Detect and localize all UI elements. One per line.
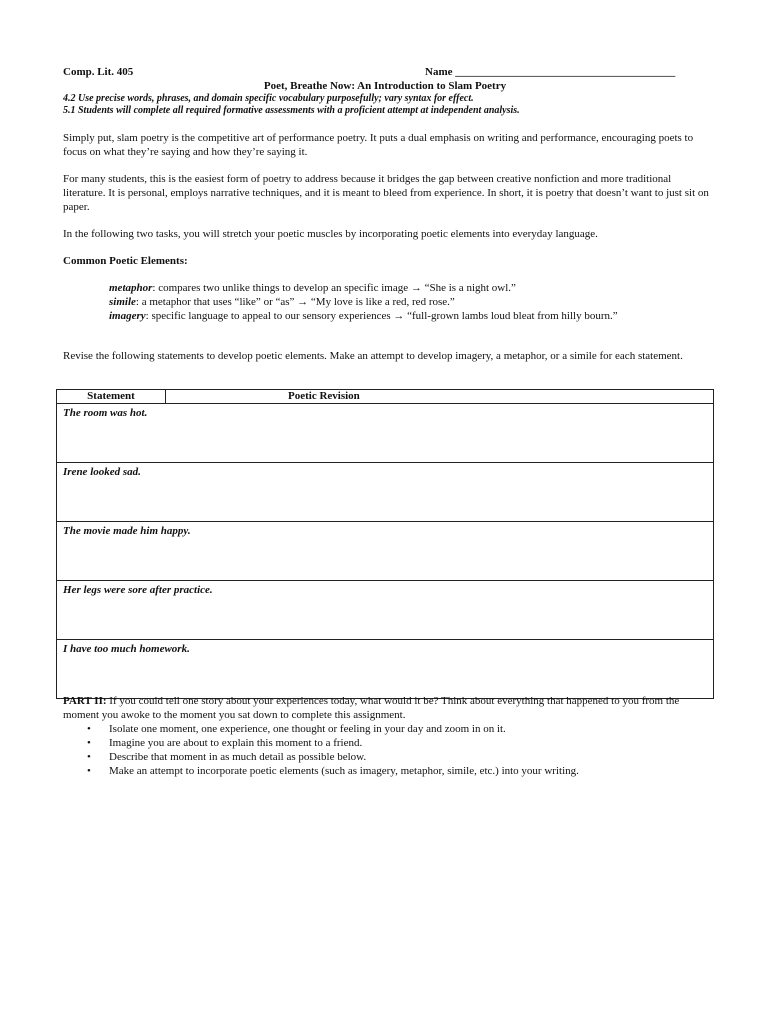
table-row [57, 463, 714, 522]
elements-heading: Common Poetic Elements: [63, 255, 188, 267]
intro-paragraph-1: Simply put, slam poetry is the competitive art of performance poetry. It puts a dual emphasis on writing and performance, encouraging poets to focus on what they’re saying and how they’re saying it. [63, 132, 694, 158]
column-header-revision: Poetic Revision [166, 390, 714, 404]
element-definition: : a metaphor that uses “like” or “as” → “My love is like a red, red rose.” [135, 296, 455, 308]
table-header-row [57, 390, 714, 404]
intro-paragraph-3: In the following two tasks, you will stretch your poetic muscles by incorporating poetic elements into everyday language. [63, 228, 598, 240]
statement-cell[interactable]: I have too much homework. [57, 640, 714, 699]
task-text: Imagine you are about to explain this moment to a friend. [109, 737, 363, 749]
bullet-icon: • [87, 751, 91, 763]
element-definition: : specific language to appeal to our sensory experiences → “full-grown lambs loud bleat from hilly bourn.” [145, 310, 618, 322]
element-term: imagery [109, 310, 146, 322]
list-item [63, 736, 579, 750]
bullet-icon: • [87, 765, 91, 777]
element-simile [109, 295, 455, 309]
task-text: Isolate one moment, one experience, one thought or feeling in your day and zoom in on it. [109, 723, 506, 735]
statement-cell[interactable]: The room was hot. [57, 404, 714, 463]
part-two-label: PART II: [63, 695, 107, 707]
statement-cell[interactable]: Irene looked sad. [57, 463, 714, 522]
table-row [57, 404, 714, 463]
part-two-text: If you could tell one story about your experiences today, what would it be? Think about everything that happened to you from the moment you awoke to the moment you sat down to complete this assignment. [63, 695, 680, 721]
header-row [63, 65, 676, 79]
table-row [57, 522, 714, 581]
list-item [63, 750, 579, 764]
element-metaphor [109, 281, 516, 295]
bullet-icon: • [87, 723, 91, 735]
part-two-task-list [63, 722, 579, 778]
task-text: Make an attempt to incorporate poetic elements (such as imagery, metaphor, simile, etc.) into your writing. [109, 765, 579, 777]
statement-cell[interactable]: Her legs were sore after practice. [57, 581, 714, 640]
revision-table [56, 389, 714, 699]
course-label: Comp. Lit. 405 [63, 66, 134, 78]
revision-instructions: Revise the following statements to develop poetic elements. Make an attempt to develop imagery, a metaphor, or a simile for each statement. [63, 350, 683, 362]
page-title: Poet, Breathe Now: An Introduction to Slam Poetry [263, 80, 507, 92]
standard-5-1: 5.1 Students will complete all required formative assessments with a proficient attempt at independent analysis. [63, 105, 520, 116]
table-row [57, 640, 714, 699]
part-two-prompt [63, 694, 711, 722]
standard-4-2: 4.2 Use precise words, phrases, and domain specific vocabulary purposefully; vary syntax for effect. [63, 93, 474, 104]
element-definition: : compares two unlike things to develop an specific image → “She is a night owl.” [152, 282, 516, 294]
element-term: metaphor [109, 282, 153, 294]
bullet-icon: • [87, 737, 91, 749]
intro-paragraph-2: For many students, this is the easiest form of poetry to address because it bridges the gap between creative nonfiction and more traditional literature. It is personal, employs narrative techniques, and it is meant to bleed from experience. In short, it is poetry that doesn’t want to just sit on paper. [63, 173, 709, 213]
statement-cell[interactable]: The movie made him happy. [57, 522, 714, 581]
element-term: simile [109, 296, 136, 308]
element-imagery [109, 309, 618, 323]
column-header-statement: Statement [57, 390, 166, 404]
name-field-label: Name ________________________________________ [425, 66, 676, 78]
list-item [63, 722, 579, 736]
list-item [63, 764, 579, 778]
task-text: Describe that moment in as much detail as possible below. [109, 751, 367, 763]
table-row [57, 581, 714, 640]
